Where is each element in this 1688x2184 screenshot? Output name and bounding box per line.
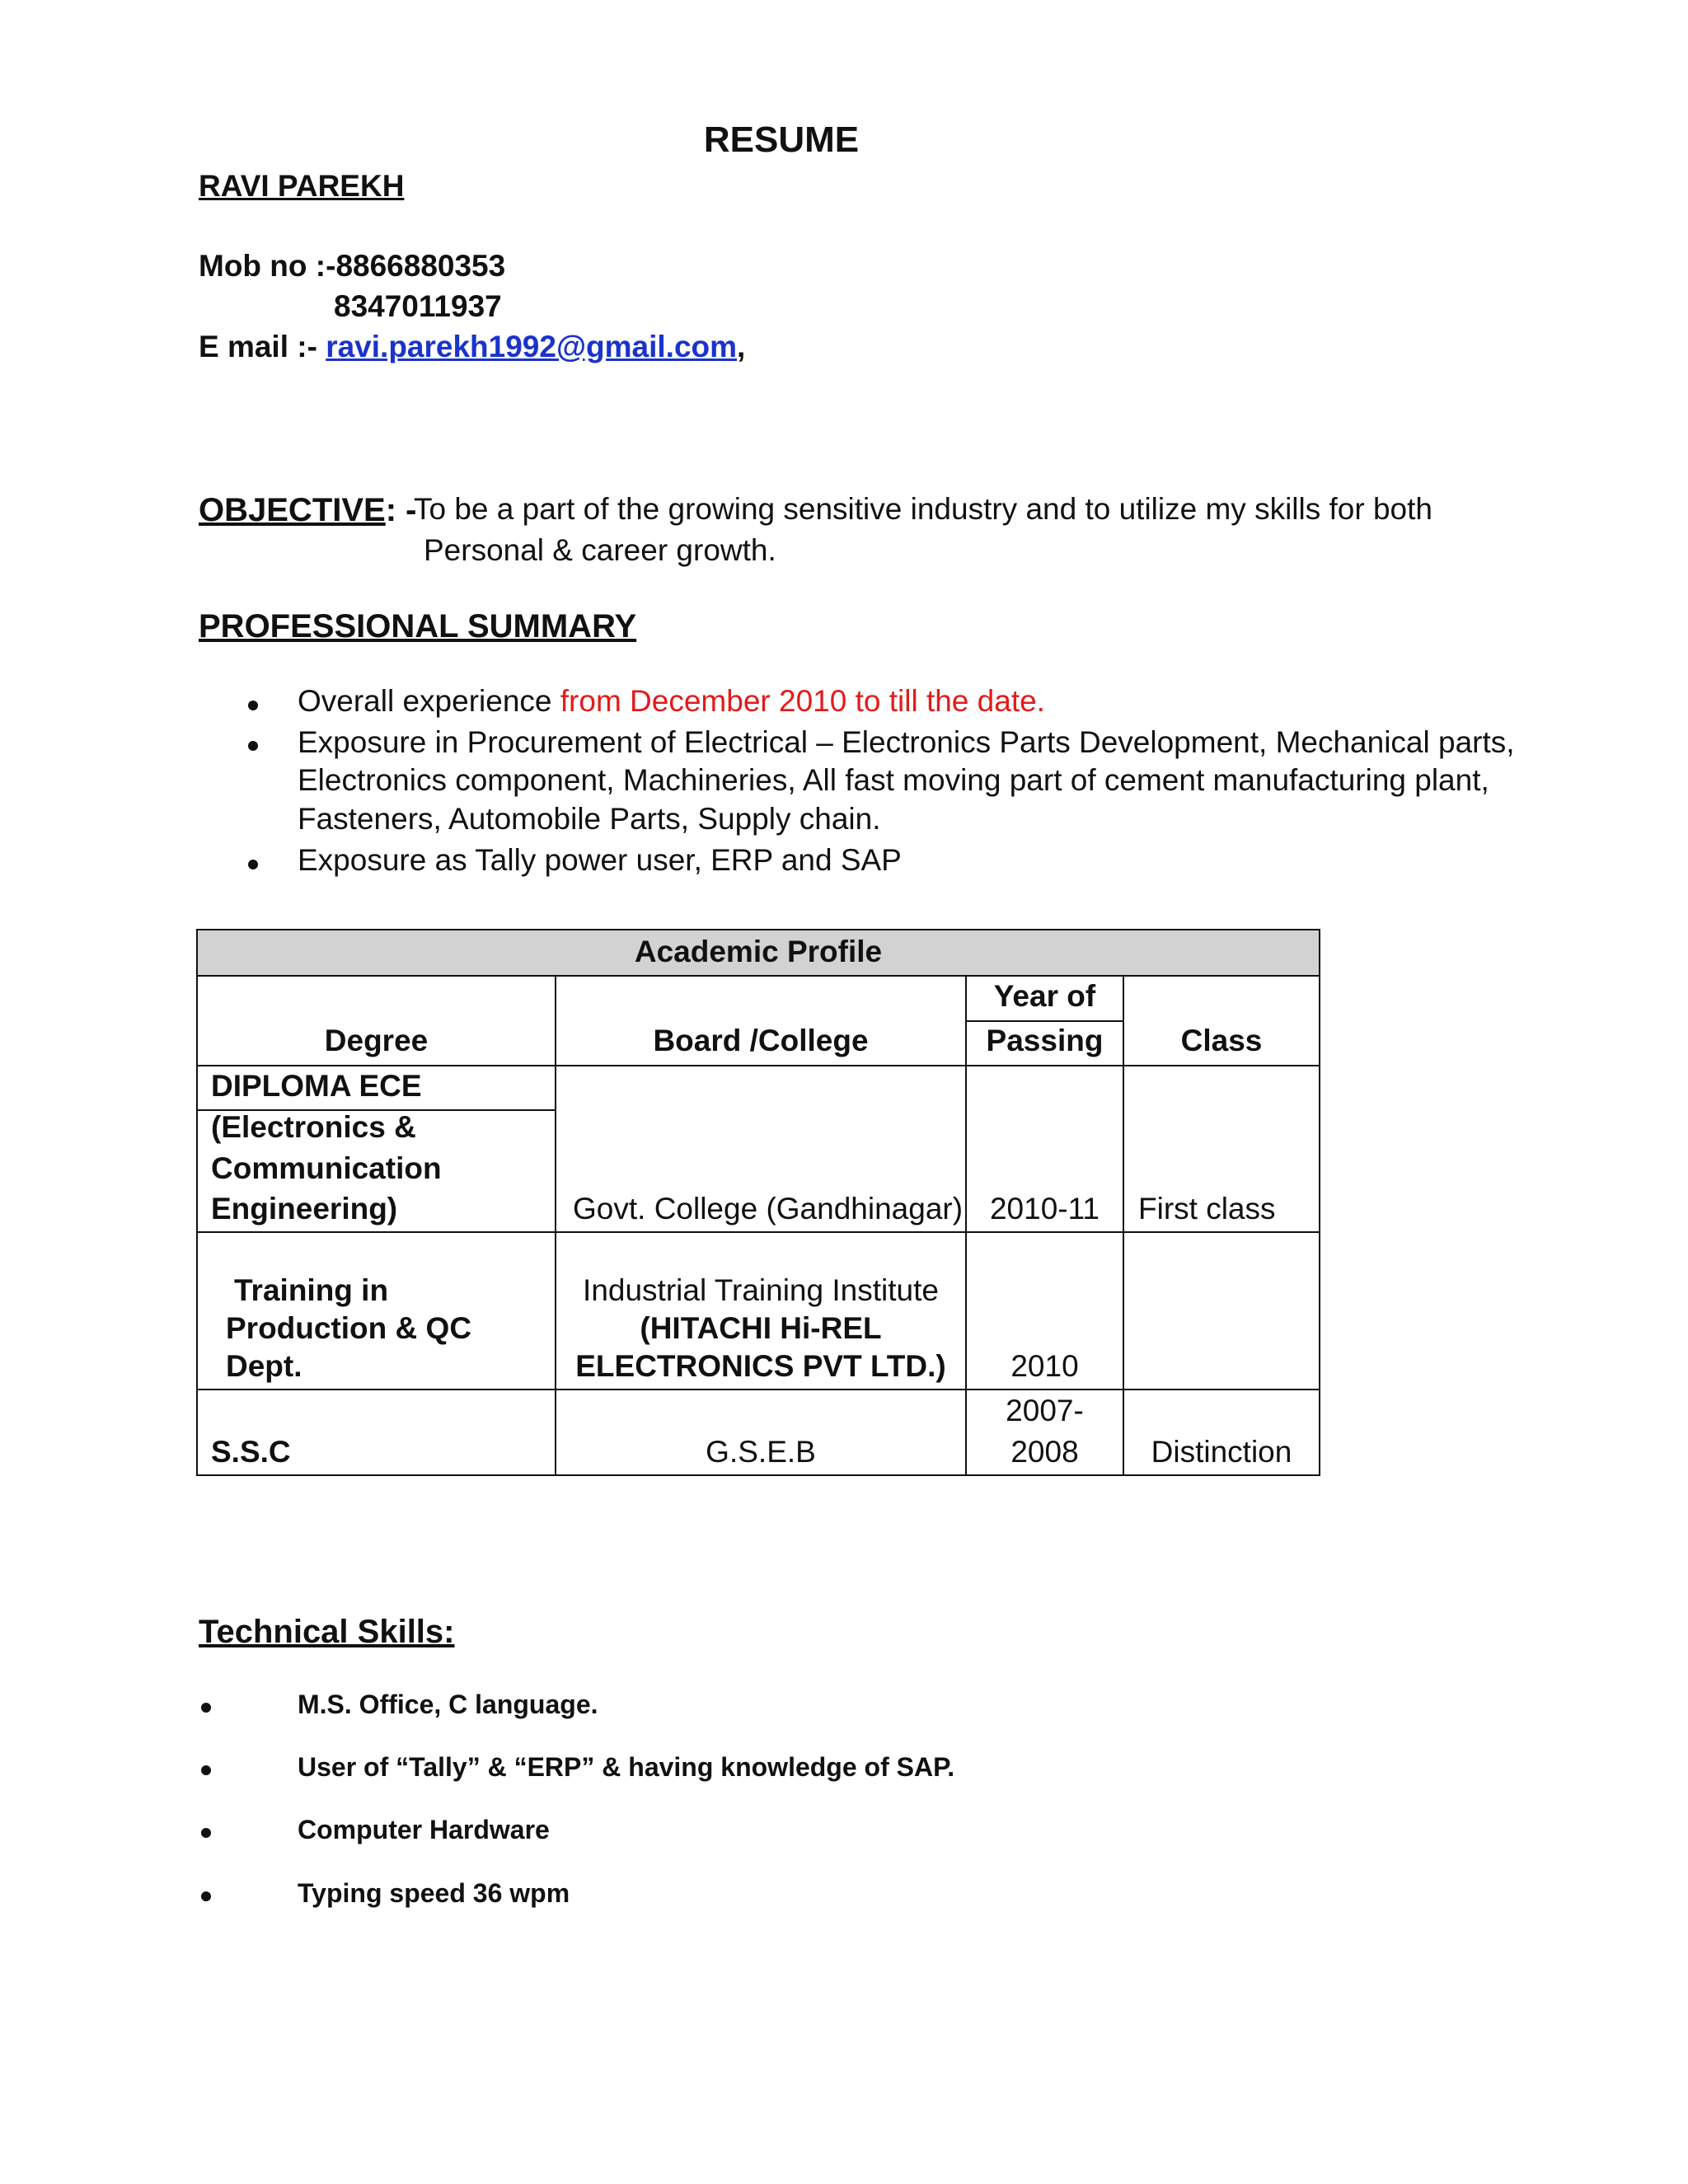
- column-header-year-line-2: Passing: [986, 1024, 1104, 1057]
- row-2-degree-line-2: Production & QC: [226, 1311, 472, 1345]
- objective-heading-text: OBJECTIVE: [199, 492, 386, 528]
- candidate-name: RAVI PAREKH: [199, 169, 405, 203]
- bullet-icon: [201, 1703, 211, 1713]
- skill-item-1: M.S. Office, C language.: [298, 1690, 598, 1719]
- row-1-degree-line-4: Engineering): [211, 1192, 398, 1226]
- row-2-degree-line-1: Training in: [234, 1273, 389, 1307]
- row-2-board-line-2: (HITACHI Hi-REL: [640, 1311, 882, 1345]
- email-link[interactable]: ravi.parekh1992@gmail.com: [326, 330, 738, 363]
- column-header-year-line-1: Year of: [993, 979, 1096, 1013]
- column-header-degree: Degree: [324, 1024, 429, 1057]
- row-3-year-line-2: 2008: [1010, 1435, 1079, 1469]
- summary-item-2-line-3: Fasteners, Automobile Parts, Supply chain.: [298, 802, 881, 836]
- bullet-icon: [201, 1891, 211, 1901]
- summary-item-2-line-1: Exposure in Procurement of Electrical – Electronics Parts Development, Mechanical parts,: [298, 725, 1515, 759]
- row-1-board: Govt. College (Gandhinagar): [573, 1192, 964, 1226]
- email-label: E mail :-: [199, 330, 326, 363]
- skill-item-4: Typing speed 36 wpm: [298, 1878, 570, 1908]
- professional-summary-heading: PROFESSIONAL SUMMARY: [199, 608, 637, 644]
- table-title: Academic Profile: [634, 935, 883, 968]
- bullet-icon: [201, 1828, 211, 1838]
- skill-item-2: User of “Tally” & “ERP” & having knowledge of SAP.: [298, 1752, 955, 1782]
- bullet-icon: [201, 1765, 211, 1775]
- objective-separator: : -: [385, 492, 417, 528]
- resume-title: RESUME: [703, 120, 860, 160]
- table-rule: [967, 1020, 1123, 1022]
- table-rule: [198, 1065, 1319, 1066]
- summary-item-2-line-2: Electronics component, Machineries, All fast moving part of cement manufacturing plant,: [298, 763, 1489, 797]
- row-3-board: G.S.E.B: [706, 1435, 816, 1469]
- skill-item-3: Computer Hardware: [298, 1815, 550, 1844]
- row-2-degree-line-3: Dept.: [226, 1349, 302, 1383]
- row-2-board-line-1: Industrial Training Institute: [583, 1273, 939, 1307]
- bullet-icon: [248, 860, 258, 869]
- technical-skills-heading: Technical Skills:: [199, 1614, 455, 1650]
- summary-item-1-text: Overall experience: [298, 684, 560, 718]
- row-1-degree-line-1: DIPLOMA ECE: [211, 1069, 422, 1103]
- row-3-degree: S.S.C: [211, 1435, 291, 1469]
- bullet-icon: [248, 701, 258, 710]
- column-header-board: Board /College: [653, 1024, 869, 1057]
- row-1-degree-line-3: Communication: [211, 1151, 442, 1185]
- mobile-number-2: 8347011937: [334, 289, 502, 323]
- mobile-line: [199, 249, 505, 284]
- row-2-year: 2010: [1010, 1349, 1079, 1383]
- table-rule: [198, 1231, 1319, 1233]
- row-3-year-line-1: 2007-: [1006, 1394, 1084, 1427]
- summary-item-1: [298, 684, 1045, 719]
- bullet-icon: [248, 741, 258, 751]
- mobile-number-1: 8866880353: [335, 249, 506, 283]
- academic-profile-table: [196, 929, 1320, 1476]
- objective-line-2: Personal & career growth.: [424, 533, 776, 567]
- objective-heading: [199, 492, 416, 529]
- row-1-degree-line-2: (Electronics &: [211, 1110, 416, 1144]
- summary-item-1-highlight: from December 2010 to till the date.: [560, 684, 1045, 718]
- table-rule: [198, 975, 1319, 977]
- email-line: [199, 330, 745, 364]
- row-3-class: Distinction: [1151, 1435, 1292, 1469]
- table-rule: [198, 1389, 1319, 1390]
- objective-line-1: To be a part of the growing sensitive industry and to utilize my skills for both: [414, 492, 1432, 526]
- email-suffix: ,: [737, 330, 746, 363]
- summary-item-3: Exposure as Tally power user, ERP and SAP: [298, 843, 902, 877]
- column-header-class: Class: [1180, 1024, 1263, 1057]
- row-1-year: 2010-11: [989, 1192, 1100, 1226]
- row-1-class: First class: [1138, 1192, 1276, 1226]
- mobile-label: Mob no :-: [199, 249, 336, 283]
- row-2-board-line-3: ELECTRONICS PVT LTD.): [575, 1349, 946, 1383]
